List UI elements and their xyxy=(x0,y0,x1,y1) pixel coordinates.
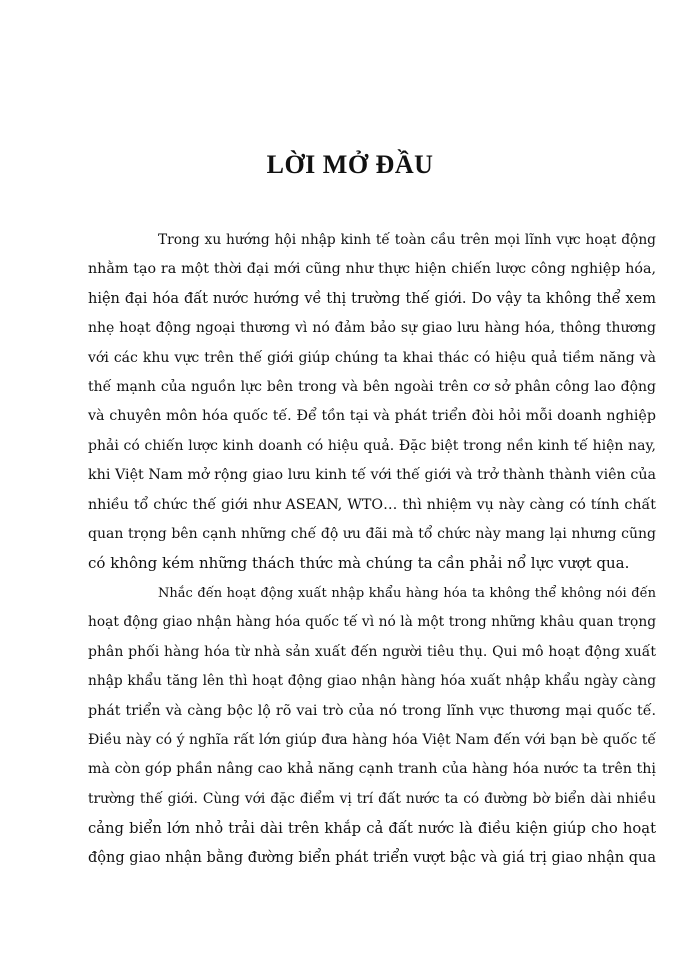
paragraph-line: quan trọng bên cạnh những chế độ ưu đãi mà tổ chức này mang lại nhưng cũng xyxy=(88,526,656,543)
paragraph-line: mà còn góp phần nâng cao khả năng cạnh tranh của hàng hóa nước ta trên thị xyxy=(88,761,656,778)
paragraph-line: với các khu vực trên thế giới giúp chúng ta khai thác có hiệu quả tiềm năng và xyxy=(88,349,656,366)
page-title: LỜI MỞ ĐẦU xyxy=(266,150,434,179)
paragraph-line: động giao nhận bằng đường biển phát triển vượt bậc và giá trị giao nhận qua xyxy=(88,849,656,866)
paragraph-1 xyxy=(88,226,656,579)
paragraph-line: thế mạnh của nguồn lực bên trong và bên ngoài trên cơ sở phân công lao động xyxy=(88,379,656,396)
paragraph-line: cảng biển lớn nhỏ trải dài trên khắp cả đất nước là điều kiện giúp cho hoạt xyxy=(88,820,656,838)
paragraph-line: phát triển và càng bộc lộ rõ vai trò của nó trong lĩnh vực thương mại quốc tế. xyxy=(88,702,656,719)
paragraph-line: Trong xu hướng hội nhập kinh tế toàn cầu trên mọi lĩnh vực hoạt động xyxy=(158,232,656,248)
paragraph-line: phân phối hàng hóa từ nhà sản xuất đến người tiêu thụ. Qui mô hoạt động xuất xyxy=(88,643,656,660)
body-text xyxy=(88,226,656,873)
paragraph-line: Điều này có ý nghĩa rất lớn giúp đưa hàng hóa Việt Nam đến với bạn bè quốc tế xyxy=(88,731,656,748)
paragraph-line: nhiều tổ chức thế giới như ASEAN, WTO… thì nhiệm vụ này càng có tính chất xyxy=(88,496,656,513)
paragraph-line: nhập khẩu tăng lên thì hoạt động giao nhận hàng hóa xuất nhập khẩu ngày càng xyxy=(88,673,656,690)
paragraph-line: hoạt động giao nhận hàng hóa quốc tế vì nó là một trong những khâu quan trọng xyxy=(88,614,656,631)
paragraph-line: có không kém những thách thức mà chúng ta cần phải nổ lực vượt qua. xyxy=(88,554,630,573)
paragraph-line: nhẹ hoạt động ngoại thương vì nó đảm bảo sự giao lưu hàng hóa, thông thương xyxy=(88,320,656,337)
paragraph-line: và chuyên môn hóa quốc tế. Để tồn tại và phát triển đòi hỏi mỗi doanh nghiệp xyxy=(88,408,656,425)
paragraph-line: trường thế giới. Cùng với đặc điểm vị trí đất nước ta có đường bờ biển dài nhiều xyxy=(88,790,656,807)
paragraph-2 xyxy=(88,579,656,873)
paragraph-line: nhằm tạo ra một thời đại mới cũng như thực hiện chiến lược công nghiệp hóa, xyxy=(88,261,656,278)
paragraph-line: phải có chiến lược kinh doanh có hiệu quả. Đặc biệt trong nền kinh tế hiện nay, xyxy=(88,437,656,454)
paragraph-line: hiện đại hóa đất nước hướng về thị trường thế giới. Do vậy ta không thể xem xyxy=(88,290,656,307)
paragraph-line: Nhắc đến hoạt động xuất nhập khẩu hàng hóa ta không thể không nói đến xyxy=(158,585,656,601)
paragraph-line: khi Việt Nam mở rộng giao lưu kinh tế với thế giới và trở thành thành viên của xyxy=(88,467,656,484)
